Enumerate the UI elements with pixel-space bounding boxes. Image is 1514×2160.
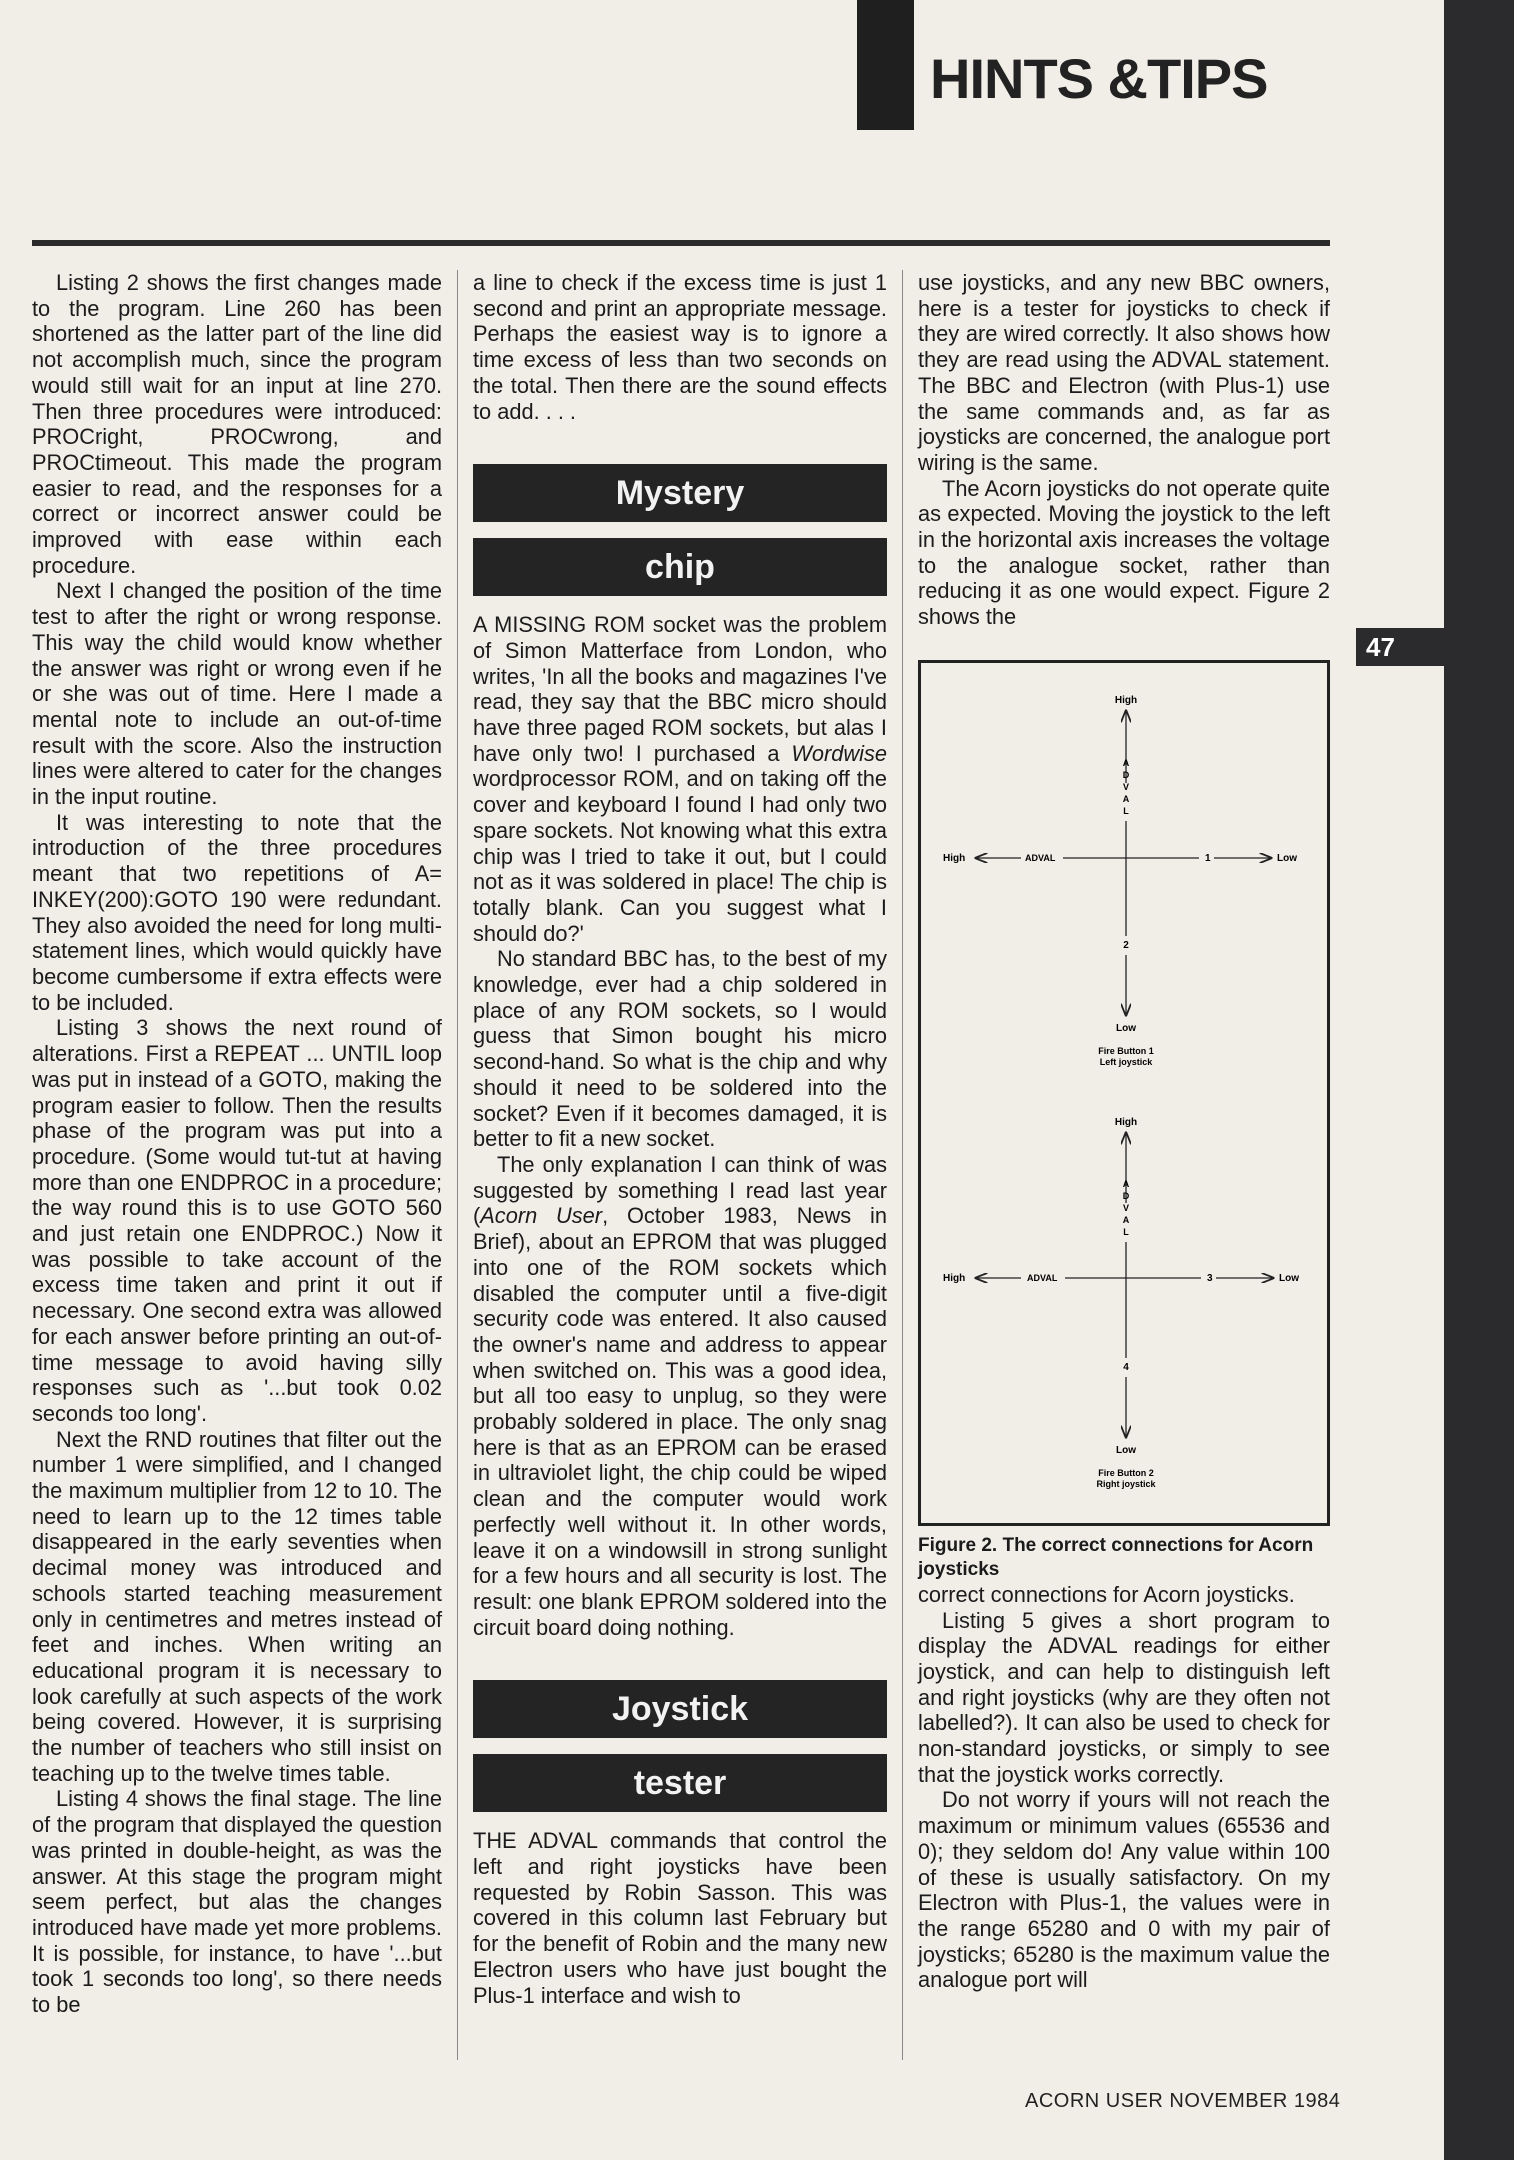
vertical-letter: L bbox=[1123, 1226, 1129, 1237]
channel-label-2: 2 bbox=[1123, 939, 1129, 951]
vertical-letter: V bbox=[1122, 781, 1130, 792]
figure-caption: Figure 2. The correct connections for Acorn joysticks bbox=[918, 1534, 1314, 1580]
vertical-letter: A bbox=[1122, 1214, 1130, 1225]
heading-chip: chip bbox=[473, 538, 887, 596]
heading-tester: tester bbox=[473, 1754, 887, 1812]
vertical-letter: A bbox=[1122, 757, 1130, 768]
paragraph: Listing 5 gives a short program to display the ADVAL readings for either joystick, and can help to distinguish left and right joysticks (why are they often not labelled?). It can also be used to check for non-standard joysticks, or simply to see that the joystick works correctly. bbox=[918, 1607, 1330, 1787]
vertical-letter: V bbox=[1122, 1202, 1130, 1213]
label-high-left: High bbox=[943, 1272, 966, 1284]
text-run-italic: Acorn User bbox=[480, 1203, 603, 1229]
vertical-letter: D bbox=[1122, 1190, 1130, 1201]
channel-label-1: 1 bbox=[1205, 852, 1211, 864]
header-rule bbox=[32, 240, 1330, 246]
paragraph: a line to check if the excess time is just 1 second and print an appropriate message. Perhaps the easiest way is to ignore a time excess of less than two seconds on the total. Then there are the sound effects to add. . . . bbox=[473, 270, 887, 424]
diagram-left-joystick bbox=[943, 695, 1297, 1067]
fire-button-label: Fire Button 1 bbox=[1098, 1045, 1154, 1056]
label-low-right: Low bbox=[1277, 852, 1297, 864]
label-low-bottom: Low bbox=[1116, 1444, 1136, 1456]
adval-label: ADVAL bbox=[1027, 1272, 1058, 1283]
footer-issue: ACORN USER NOVEMBER 1984 bbox=[1025, 2090, 1341, 2112]
paragraph bbox=[473, 1152, 887, 1640]
label-high-top: High bbox=[1114, 694, 1138, 706]
label-low-right: Low bbox=[1279, 1272, 1299, 1284]
heading-joystick: Joystick bbox=[473, 1680, 887, 1738]
joystick-side-label: Right joystick bbox=[1096, 1478, 1156, 1489]
header-block bbox=[857, 0, 914, 130]
paragraph bbox=[473, 612, 887, 946]
paragraph: correct connections for Acorn joysticks. bbox=[918, 1581, 1295, 1607]
text-run: wordprocessor ROM, and on taking off the cover and keyboard I found I had only two spare sockets. Not knowing what this extra chip was I tried to take it out, but I could not as it was soldered in place! The chip is totally blank. Can you suggest what I should do?' bbox=[473, 766, 887, 946]
diagram-right-joystick bbox=[943, 1117, 1299, 1489]
figure-2 bbox=[918, 660, 1330, 1526]
vertical-letter: L bbox=[1123, 805, 1129, 816]
text-run-italic: Wordwise bbox=[791, 740, 887, 766]
text-run: The only explanation I can think of was suggested by something I read last year ( bbox=[473, 1151, 887, 1229]
joystick-side-label: Left joystick bbox=[1099, 1056, 1153, 1067]
joystick-diagram bbox=[921, 663, 1327, 1517]
channel-label-4: 4 bbox=[1123, 1361, 1129, 1373]
paragraph: Do not worry if yours will not reach the maximum or minimum values (65536 and 0); they seldom do! Any value within 100 of these is usually satisfactory. On my Electron with Plus-1, the values were in the range 65280 and 0 with my pair of joysticks; 65280 is the maximum value the analogue port will bbox=[918, 1787, 1330, 1993]
label-low-bottom: Low bbox=[1116, 1022, 1136, 1034]
column-divider bbox=[457, 270, 458, 2060]
heading-mystery: Mystery bbox=[473, 464, 887, 522]
paragraph: Listing 2 shows the first changes made to the program. Line 260 has been shortened as the latter part of the line did not accomplish much, since the program would still wait for an input at line 270. Then three procedures were introduced: PROCright, PROCwrong, and PROCtimeout. This made the program easier to read, and the responses for a correct or incorrect answer could be improved with ease within each procedure. bbox=[32, 270, 442, 578]
paragraph: Next I changed the position of the time test to after the right or wrong response. This way the child would know whether the answer was right or wrong even if he or she was out of time. Here I made a mental note to include an out-of-time result with the score. Also the instruction lines were altered to cater for the changes in the input routine. bbox=[32, 578, 442, 810]
column-2 bbox=[473, 270, 887, 2008]
paragraph: use joysticks, and any new BBC owners, here is a tester for joysticks to check if they are wired correctly. It also shows how they are read using the ADVAL statement. The BBC and Electron (with Plus-1) use the same commands and, as far as joysticks are concerned, the analogue port wiring is the same. bbox=[918, 270, 1330, 475]
paragraph: Listing 3 shows the next round of alterations. First a REPEAT ... UNTIL loop was put in instead of a GOTO, making the program easier to follow. Then the results phase of the program was put into a procedure. (Some would tut-tut at having more than one ENDPROC in a procedure; the way round this is to use GOTO 560 and just retain one ENDPROC.) Now it was possible to take account of the excess time taken and print it out if necessary. One second extra was allowed for each answer before printing an out-of-time message to avoid having silly responses such as '...but took 0.02 seconds too long'. bbox=[32, 1015, 442, 1426]
page-number: 47 bbox=[1356, 628, 1444, 666]
paragraph: THE ADVAL commands that control the left and right joysticks have been requested by Robin Sasson. This was covered in this column last February but for the benefit of Robin and the many new Electron users who have just bought the Plus-1 interface and wish to bbox=[473, 1828, 887, 2008]
column-divider bbox=[902, 270, 903, 2060]
binding-shadow bbox=[1444, 0, 1514, 2160]
vertical-letter: A bbox=[1122, 1178, 1130, 1189]
paragraph: No standard BBC has, to the best of my knowledge, ever had a chip soldered in place of any ROM sockets, so I would guess that Simon bought his micro second-hand. So what is the chip and why should it need to be soldered into the socket? Even if it becomes damaged, it is better to fit a new socket. bbox=[473, 946, 887, 1152]
text-run: A MISSING ROM socket was the problem of Simon Matterface from London, who writes, 'In all the books and magazines I've read, they say that the BBC micro should have three paged ROM sockets, but alas I have only two! I purchased a bbox=[473, 612, 887, 766]
column-1 bbox=[32, 270, 442, 2018]
paragraph: Listing 4 shows the final stage. The line of the program that displayed the question was printed in double-height, as was the answer. At this stage the program might seem perfect, but alas the changes introduced have made yet more problems. It is possible, for instance, to have '...but took 1 seconds too long', so there needs to be bbox=[32, 1786, 442, 2018]
vertical-letter: D bbox=[1122, 769, 1130, 780]
fire-button-label: Fire Button 2 bbox=[1098, 1467, 1154, 1478]
channel-label-3: 3 bbox=[1207, 1272, 1213, 1284]
paragraph: The Acorn joysticks do not operate quite as expected. Moving the joystick to the left in the horizontal axis increases the voltage to the analogue socket, rather than reducing it as one would expect. Figure 2 shows the bbox=[918, 475, 1330, 630]
paragraph: Next the RND routines that filter out the number 1 were simplified, and I changed the maximum multiplier from 12 to 10. The need to learn up to the 12 times table disappeared in the early seventies when decimal money was introduced and schools started teaching measurement only in centimetres and metres instead of feet and inches. When writing an educational program it is necessary to look carefully at such aspects of the work being covered. However, it is surprising the number of teachers who still insist on teaching up to the twelve times table. bbox=[32, 1426, 442, 1786]
section-title: HINTS &TIPS bbox=[930, 47, 1268, 110]
adval-label: ADVAL bbox=[1025, 852, 1056, 863]
column-3 bbox=[918, 270, 1330, 1993]
paragraph: It was interesting to note that the introduction of the three procedures meant that two repetitions of A= INKEY(200):GOTO 190 were redundant. They also avoided the need for long multi-statement lines, which would quickly have become cumbersome if extra effects were to be included. bbox=[32, 809, 442, 1015]
text-run: , October 1983, News in Brief), about an EPROM that was plugged into one of the ROM sockets which disabled the computer until a five-digit security code was entered. It also caused the owner's name and address to appear when switched on. This was a good idea, but all too easy to unplug, so they were probably soldered in place. The only snag here is that as an EPROM can be erased in ultraviolet light, the chip could be wiped clean and the computer would work perfectly well without it. In other words, leave it on a windowsill in strong sunlight for a few hours and all security is lost. The result: one blank EPROM soldered into the circuit board doing nothing. bbox=[473, 1203, 887, 1640]
label-high-top: High bbox=[1114, 1116, 1138, 1128]
vertical-letter: A bbox=[1122, 793, 1130, 804]
label-high-left: High bbox=[943, 852, 966, 864]
